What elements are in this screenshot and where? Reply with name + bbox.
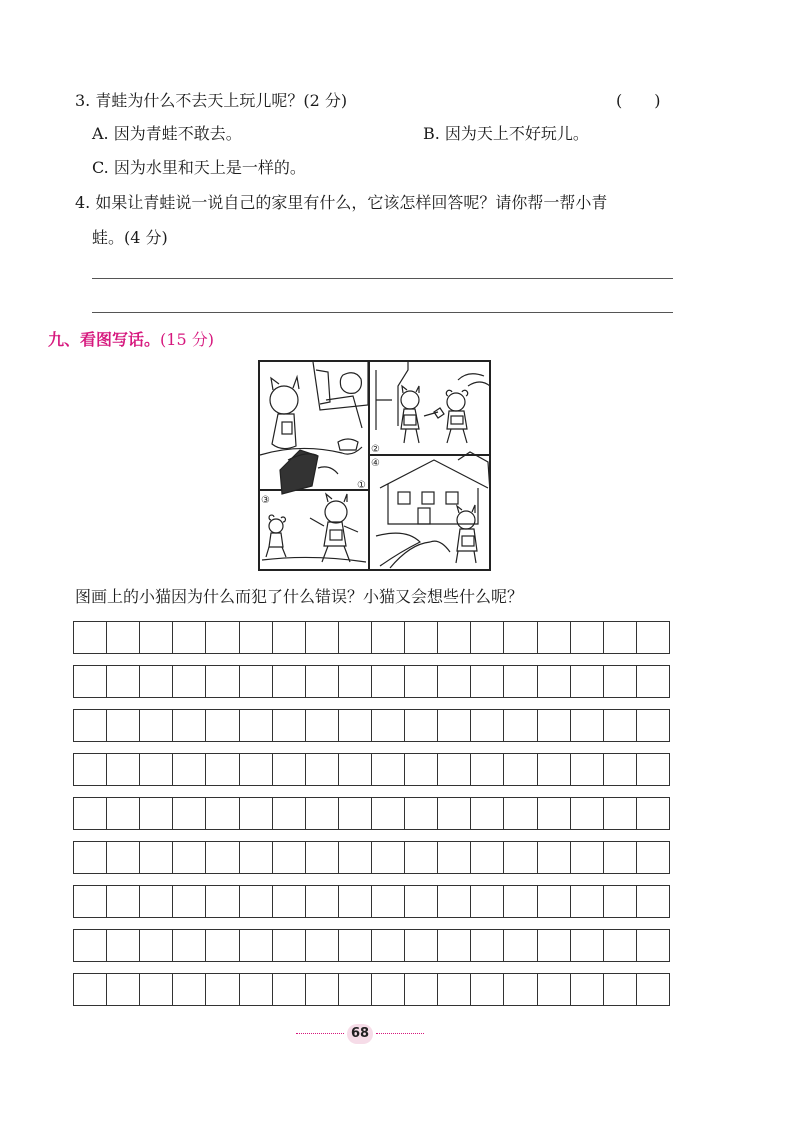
grid-cell[interactable] bbox=[438, 974, 471, 1005]
grid-cell[interactable] bbox=[339, 798, 372, 829]
grid-cell[interactable] bbox=[173, 710, 206, 741]
grid-cell[interactable] bbox=[372, 622, 405, 653]
grid-cell[interactable] bbox=[571, 930, 604, 961]
grid-cell[interactable] bbox=[240, 710, 273, 741]
grid-cell[interactable] bbox=[240, 842, 273, 873]
grid-cell[interactable] bbox=[604, 842, 637, 873]
grid-cell[interactable] bbox=[405, 886, 438, 917]
grid-cell[interactable] bbox=[107, 666, 140, 697]
grid-cell[interactable] bbox=[405, 842, 438, 873]
grid-cell[interactable] bbox=[339, 886, 372, 917]
grid-cell[interactable] bbox=[306, 930, 339, 961]
grid-cell[interactable] bbox=[206, 842, 239, 873]
grid-cell[interactable] bbox=[107, 798, 140, 829]
grid-cell[interactable] bbox=[438, 622, 471, 653]
grid-cell[interactable] bbox=[306, 622, 339, 653]
grid-cell[interactable] bbox=[306, 974, 339, 1005]
grid-cell[interactable] bbox=[240, 798, 273, 829]
grid-cell[interactable] bbox=[339, 974, 372, 1005]
section-9-title-text: 九、看图写话。 bbox=[48, 330, 161, 349]
grid-cell[interactable] bbox=[74, 666, 107, 697]
grid-cell[interactable] bbox=[74, 974, 107, 1005]
grid-cell[interactable] bbox=[339, 842, 372, 873]
grid-cell[interactable] bbox=[538, 886, 571, 917]
grid-cell[interactable] bbox=[471, 798, 504, 829]
grid-cell[interactable] bbox=[538, 842, 571, 873]
grid-cell[interactable] bbox=[173, 666, 206, 697]
grid-cell[interactable] bbox=[571, 710, 604, 741]
panel-number-1: ① bbox=[357, 480, 366, 491]
grid-cell[interactable] bbox=[538, 666, 571, 697]
panel-house bbox=[376, 452, 490, 568]
grid-cell[interactable] bbox=[240, 930, 273, 961]
grid-cell[interactable] bbox=[74, 622, 107, 653]
grid-row bbox=[73, 709, 670, 742]
grid-cell[interactable] bbox=[339, 754, 372, 785]
grid-cell[interactable] bbox=[273, 622, 306, 653]
grid-cell[interactable] bbox=[173, 798, 206, 829]
grid-cell[interactable] bbox=[471, 842, 504, 873]
grid-cell[interactable] bbox=[173, 930, 206, 961]
grid-cell[interactable] bbox=[306, 842, 339, 873]
grid-cell[interactable] bbox=[637, 974, 669, 1005]
panel-number-2: ② bbox=[371, 444, 380, 455]
panel-number-4: ④ bbox=[371, 458, 380, 469]
grid-cell[interactable] bbox=[438, 842, 471, 873]
grid-cell[interactable] bbox=[206, 974, 239, 1005]
grid-cell[interactable] bbox=[604, 622, 637, 653]
grid-cell[interactable] bbox=[405, 710, 438, 741]
grid-cell[interactable] bbox=[173, 886, 206, 917]
grid-cell[interactable] bbox=[604, 798, 637, 829]
grid-cell[interactable] bbox=[471, 930, 504, 961]
grid-cell[interactable] bbox=[438, 798, 471, 829]
grid-cell[interactable] bbox=[405, 974, 438, 1005]
grid-cell[interactable] bbox=[306, 666, 339, 697]
grid-cell[interactable] bbox=[240, 666, 273, 697]
grid-cell[interactable] bbox=[140, 710, 173, 741]
grid-cell[interactable] bbox=[140, 974, 173, 1005]
page-number: 68 bbox=[347, 1024, 373, 1044]
grid-cell[interactable] bbox=[107, 622, 140, 653]
grid-cell[interactable] bbox=[173, 754, 206, 785]
grid-cell[interactable] bbox=[273, 754, 306, 785]
grid-cell[interactable] bbox=[273, 886, 306, 917]
grid-cell[interactable] bbox=[206, 710, 239, 741]
grid-cell[interactable] bbox=[504, 798, 537, 829]
grid-cell[interactable] bbox=[273, 710, 306, 741]
grid-cell[interactable] bbox=[405, 754, 438, 785]
grid-cell[interactable] bbox=[637, 930, 669, 961]
grid-cell[interactable] bbox=[438, 930, 471, 961]
grid-cell[interactable] bbox=[405, 666, 438, 697]
answer-paren[interactable]: ( ) bbox=[616, 91, 661, 110]
answer-line-1[interactable] bbox=[92, 278, 673, 279]
grid-cell[interactable] bbox=[372, 842, 405, 873]
grid-cell[interactable] bbox=[74, 842, 107, 873]
grid-cell[interactable] bbox=[405, 930, 438, 961]
grid-cell[interactable] bbox=[107, 754, 140, 785]
grid-cell[interactable] bbox=[306, 798, 339, 829]
grid-cell[interactable] bbox=[538, 754, 571, 785]
section-9-points: (15 分) bbox=[160, 330, 214, 349]
grid-cell[interactable] bbox=[571, 754, 604, 785]
panel-number-3: ③ bbox=[261, 495, 270, 506]
grid-cell[interactable] bbox=[372, 754, 405, 785]
option-a: A. 因为青蛙不敢去。 bbox=[92, 124, 242, 143]
grid-cell[interactable] bbox=[504, 754, 537, 785]
grid-cell[interactable] bbox=[306, 710, 339, 741]
grid-cell[interactable] bbox=[339, 930, 372, 961]
grid-cell[interactable] bbox=[604, 666, 637, 697]
grid-cell[interactable] bbox=[538, 930, 571, 961]
grid-row bbox=[73, 973, 670, 1006]
grid-cell[interactable] bbox=[273, 930, 306, 961]
grid-cell[interactable] bbox=[637, 842, 669, 873]
grid-cell[interactable] bbox=[504, 710, 537, 741]
grid-cell[interactable] bbox=[637, 886, 669, 917]
grid-cell[interactable] bbox=[273, 798, 306, 829]
grid-cell[interactable] bbox=[140, 622, 173, 653]
grid-cell[interactable] bbox=[339, 710, 372, 741]
grid-cell[interactable] bbox=[206, 930, 239, 961]
grid-cell[interactable] bbox=[306, 886, 339, 917]
grid-cell[interactable] bbox=[206, 798, 239, 829]
grid-cell[interactable] bbox=[438, 666, 471, 697]
grid-cell[interactable] bbox=[372, 886, 405, 917]
grid-cell[interactable] bbox=[240, 754, 273, 785]
grid-cell[interactable] bbox=[604, 754, 637, 785]
grid-cell[interactable] bbox=[74, 930, 107, 961]
grid-cell[interactable] bbox=[504, 622, 537, 653]
section-9-title bbox=[48, 327, 214, 350]
grid-cell[interactable] bbox=[471, 974, 504, 1005]
grid-cell[interactable] bbox=[504, 666, 537, 697]
grid-cell[interactable] bbox=[273, 974, 306, 1005]
grid-cell[interactable] bbox=[240, 886, 273, 917]
grid-cell[interactable] bbox=[538, 622, 571, 653]
grid-cell[interactable] bbox=[206, 754, 239, 785]
footer-divider-right bbox=[376, 1033, 424, 1034]
grid-cell[interactable] bbox=[140, 666, 173, 697]
grid-cell[interactable] bbox=[240, 974, 273, 1005]
grid-cell[interactable] bbox=[206, 886, 239, 917]
grid-row bbox=[73, 621, 670, 654]
grid-cell[interactable] bbox=[372, 798, 405, 829]
comic-illustration bbox=[258, 360, 491, 571]
writing-prompt: 图画上的小猫因为什么而犯了什么错误？小猫又会想些什么呢？ bbox=[75, 587, 524, 606]
grid-cell[interactable] bbox=[571, 798, 604, 829]
grid-cell[interactable] bbox=[604, 930, 637, 961]
grid-cell[interactable] bbox=[74, 754, 107, 785]
grid-cell[interactable] bbox=[173, 622, 206, 653]
grid-row bbox=[73, 753, 670, 786]
grid-row bbox=[73, 885, 670, 918]
grid-row bbox=[73, 929, 670, 962]
grid-cell[interactable] bbox=[107, 886, 140, 917]
grid-cell[interactable] bbox=[339, 622, 372, 653]
grid-cell[interactable] bbox=[538, 974, 571, 1005]
grid-cell[interactable] bbox=[504, 842, 537, 873]
grid-cell[interactable] bbox=[273, 842, 306, 873]
grid-cell[interactable] bbox=[372, 710, 405, 741]
grid-cell[interactable] bbox=[140, 754, 173, 785]
grid-cell[interactable] bbox=[107, 930, 140, 961]
grid-row bbox=[73, 841, 670, 874]
grid-cell[interactable] bbox=[74, 886, 107, 917]
grid-cell[interactable] bbox=[571, 666, 604, 697]
grid-cell[interactable] bbox=[273, 666, 306, 697]
panel-cat-window bbox=[260, 362, 368, 494]
grid-cell[interactable] bbox=[538, 798, 571, 829]
footer-divider-left bbox=[296, 1033, 344, 1034]
grid-cell[interactable] bbox=[140, 930, 173, 961]
question-3-text: 3. 青蛙为什么不去天上玩儿呢？(2 分) bbox=[75, 91, 348, 110]
grid-cell[interactable] bbox=[504, 974, 537, 1005]
grid-cell[interactable] bbox=[140, 798, 173, 829]
question-4-text-cont: 蛙。(4 分) bbox=[92, 228, 168, 247]
grid-cell[interactable] bbox=[372, 930, 405, 961]
option-c: C. 因为水里和天上是一样的。 bbox=[92, 158, 306, 177]
grid-cell[interactable] bbox=[471, 886, 504, 917]
grid-cell[interactable] bbox=[604, 710, 637, 741]
grid-cell[interactable] bbox=[571, 622, 604, 653]
question-4-text: 4. 如果让青蛙说一说自己的家里有什么，它该怎样回答呢？请你帮一帮小青 bbox=[75, 193, 608, 212]
grid-cell[interactable] bbox=[438, 886, 471, 917]
grid-cell[interactable] bbox=[206, 622, 239, 653]
grid-cell[interactable] bbox=[538, 710, 571, 741]
grid-cell[interactable] bbox=[604, 974, 637, 1005]
grid-cell[interactable] bbox=[604, 886, 637, 917]
grid-cell[interactable] bbox=[471, 622, 504, 653]
grid-cell[interactable] bbox=[438, 710, 471, 741]
grid-cell[interactable] bbox=[504, 930, 537, 961]
grid-cell[interactable] bbox=[637, 666, 669, 697]
grid-cell[interactable] bbox=[504, 886, 537, 917]
grid-cell[interactable] bbox=[306, 754, 339, 785]
grid-cell[interactable] bbox=[405, 798, 438, 829]
grid-row bbox=[73, 797, 670, 830]
answer-line-2[interactable] bbox=[92, 312, 673, 313]
grid-cell[interactable] bbox=[571, 886, 604, 917]
grid-cell[interactable] bbox=[471, 666, 504, 697]
grid-cell[interactable] bbox=[405, 622, 438, 653]
option-b: B. 因为天上不好玩儿。 bbox=[423, 124, 589, 143]
grid-cell[interactable] bbox=[637, 798, 669, 829]
grid-cell[interactable] bbox=[140, 886, 173, 917]
grid-cell[interactable] bbox=[107, 842, 140, 873]
grid-cell[interactable] bbox=[140, 842, 173, 873]
grid-cell[interactable] bbox=[571, 974, 604, 1005]
grid-cell[interactable] bbox=[571, 842, 604, 873]
grid-cell[interactable] bbox=[173, 842, 206, 873]
grid-cell[interactable] bbox=[74, 798, 107, 829]
grid-cell[interactable] bbox=[206, 666, 239, 697]
grid-cell[interactable] bbox=[339, 666, 372, 697]
grid-row bbox=[73, 665, 670, 698]
grid-cell[interactable] bbox=[107, 710, 140, 741]
grid-cell[interactable] bbox=[372, 974, 405, 1005]
grid-cell[interactable] bbox=[438, 754, 471, 785]
grid-cell[interactable] bbox=[637, 710, 669, 741]
grid-cell[interactable] bbox=[471, 710, 504, 741]
grid-cell[interactable] bbox=[471, 754, 504, 785]
grid-cell[interactable] bbox=[637, 622, 669, 653]
grid-cell[interactable] bbox=[372, 666, 405, 697]
grid-cell[interactable] bbox=[240, 622, 273, 653]
grid-cell[interactable] bbox=[173, 974, 206, 1005]
grid-cell[interactable] bbox=[107, 974, 140, 1005]
grid-cell[interactable] bbox=[74, 710, 107, 741]
panel-walking-friends bbox=[376, 362, 490, 443]
panel-playing bbox=[262, 494, 366, 562]
grid-cell[interactable] bbox=[637, 754, 669, 785]
